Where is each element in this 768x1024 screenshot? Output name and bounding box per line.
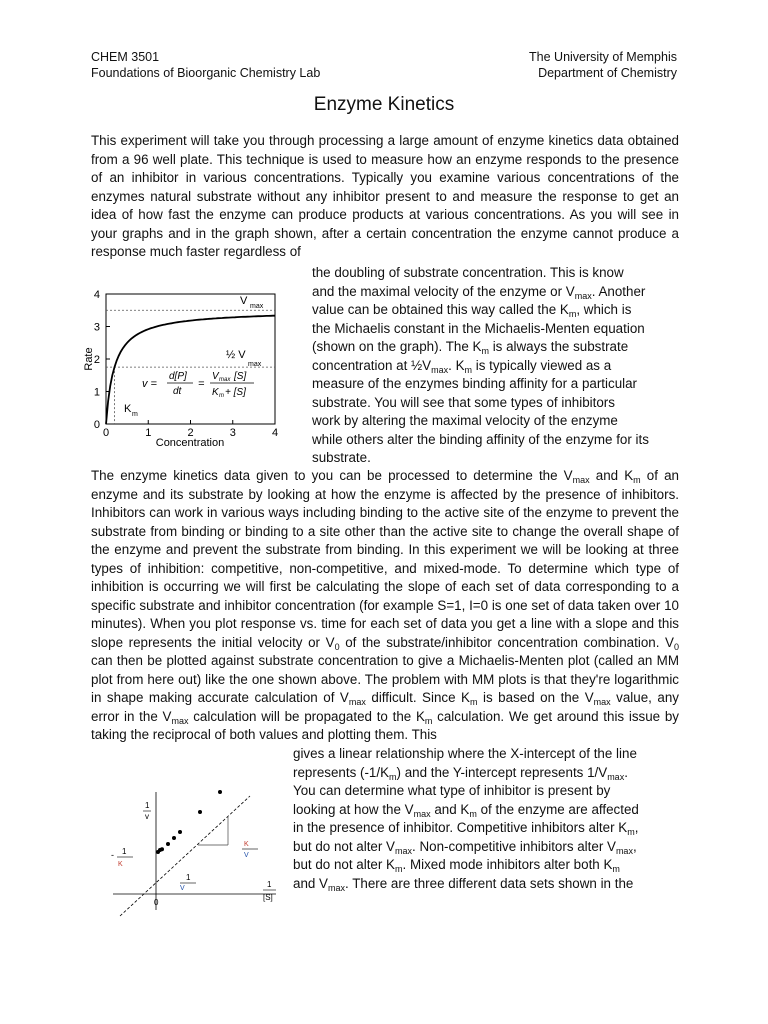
mm-y-tick-label: 1 (93, 386, 100, 399)
lb-slope-den: V (244, 852, 249, 859)
eq-den-k: K (212, 387, 219, 398)
mm-equation (142, 371, 254, 399)
mm-y-tick-label: 4 (93, 289, 100, 301)
pr-line: the doubling of substrate concentration. This is know (312, 265, 624, 280)
lineweaver-burk-chart (108, 790, 288, 920)
mm-x-tick-label: 1 (145, 427, 152, 439)
eq-equals: = (198, 378, 205, 390)
vmax-label-sub: max (250, 303, 264, 310)
half-vmax-label: ½ V (226, 349, 246, 361)
pb-line: looking at how the $V_{max}$ and $K_m$ of the enzyme are affected (293, 801, 639, 819)
vmax-label: V (240, 295, 248, 307)
lb-fit-line (120, 796, 250, 916)
lb-points (156, 790, 242, 854)
lb-yi-den: V (180, 885, 185, 892)
mm-x-tick-label: 2 (187, 427, 194, 439)
pr-line: value can be obtained this way called the $K_m$, which is (312, 302, 632, 319)
lb-slope-num: K (244, 841, 249, 848)
eq-num-max: max (219, 377, 231, 383)
pb-line: but do not alter $K_m$. Mixed mode inhibitors alter both $K_m$ (293, 857, 620, 874)
mm-chart-svg (78, 284, 298, 454)
lb-xi-den: K (118, 861, 123, 868)
pb-line: gives a linear relationship where the X-intercept of the line (293, 746, 637, 761)
eq-lhs: v = (142, 378, 157, 390)
lb-x-num: 1 (267, 880, 272, 889)
mm-plot-frame (106, 294, 275, 424)
mm-x-tick-label: 3 (229, 427, 236, 439)
lb-xi-num: 1 (122, 847, 127, 856)
lb-data-point (160, 847, 164, 851)
lb-data-point (198, 810, 202, 814)
lb-data-point (172, 836, 176, 840)
lb-x-den: [S] (263, 893, 273, 902)
pr-line: measure of the enzymes binding affinity for a particular (312, 376, 638, 391)
lb-data-point (218, 790, 222, 794)
lb-y-den: v (145, 812, 149, 821)
half-vmax-label-sub: max (248, 361, 262, 368)
mm-y-tick-label: 2 (93, 354, 100, 366)
pr-line: (shown on the graph). The $K_m$ is always the substrate (312, 339, 629, 356)
mm-xlabel: Concentration (155, 437, 225, 449)
lb-origin: 0 (154, 898, 159, 907)
lb-data-point (178, 830, 182, 834)
eq-num-s: [S] (234, 371, 247, 382)
michaelis-menten-chart (78, 284, 298, 454)
lb-y-num: 1 (145, 801, 150, 810)
km-label: K (124, 403, 132, 415)
eq-dnum: d[P] (169, 371, 187, 382)
pb-line: and $V_{max}$. There are three different data sets shown in the (293, 875, 634, 893)
km-label-sub: m (132, 411, 138, 418)
lab-name: Foundations of Bioorganic Chemistry Lab (91, 66, 321, 80)
pb-line: in the presence of inhibitor. Competitive inhibitors alter $K_m$, (293, 820, 639, 837)
pb-line: but do not alter $V_{max}$. Non-competitive inhibitors alter $V_{max}$, (293, 838, 637, 856)
paragraph-inhibitors: The enzyme kinetics data given to you can be processed to determine the $V_{max}$ and $K_m$ of an enzyme and its substrate by looking at how the enzyme is affected by the presence of inhibitors. Inhibitors can work in various ways including binding to the active site of the enzyme to prevent the substrate from binding or binding to a site other than the active site to change the overall shape of the enzyme and prevent the substrate from binding. In this experiment we will be looking at three types of inhibition: competitive, non-competitive, and mixed-mode. To determine which type of inhibition is occurring we will first be calculating the slope of each set of data corresponding to a specific substrate and inhibitor concentration (for example S=1, I=0 is one set of data taken over 10 minutes). When you plot response vs. time for each set of data you get a line with a slope and this slope represents the initial velocity or $V_0$ of the substrate/inhibitor concentration combination. $V_0$ can then be plotted against substrate concentration to give a Michaelis-Menten plot (called an MM plot from here out) like the one shown above. The problem with MM plots is that they're logarithmic in shape making accurate calculation of $V_{max}$ difficult. Since $K_m$ is based on the $V_{max}$ value, any error in the $V_{max}$ calculation will be propagated to the $K_m$ calculation. We get around this issue by taking the reciprocal of both values and plotting them. This (91, 468, 679, 742)
mm-x-tick-label: 4 (271, 427, 279, 439)
department-name: Department of Chemistry (538, 66, 677, 80)
pr-line: the Michaelis constant in the Michaelis-Menten equation (312, 320, 645, 336)
lb-chart-svg (108, 790, 288, 920)
pb-line: You can determine what type of inhibitor is present by (293, 783, 611, 798)
pr-line: and the maximal velocity of the enzyme or $V_{max}$. Another (312, 283, 646, 301)
pr-line: work by altering the maximal velocity of the enzyme (312, 413, 618, 428)
mm-y-tick-label: 0 (93, 419, 100, 431)
eq-den-m: m (219, 393, 224, 399)
paragraph-bottom (293, 745, 679, 893)
mm-x-tick-label: 0 (102, 427, 110, 439)
header-left (91, 49, 320, 81)
eq-den-s: + [S] (225, 387, 246, 398)
mm-ylabel: Rate (83, 347, 95, 371)
pb-line: represents $(-1/K_m)$ and the Y-intercept represents $1/V_{max}$. (293, 764, 628, 782)
eq-num-v: V (212, 371, 219, 382)
lb-data-point (166, 842, 170, 846)
university-name: The University of Memphis (529, 50, 677, 64)
paragraph-intro: This experiment will take you through processing a large amount of enzyme kinetics data obtained from a 96 well plate. This technique is used to measure how an enzyme responds to the presence of an inhibitor in various concentrations. Typically you examine various concentrations of the enzymes natural substrate without any inhibitor present to and measure the response to get an idea of how fast the enzyme can produce products at various concentrations. As you will see in your graphs and in the graph shown, after a certain concentration the enzyme cannot produce a response much faster regardless of (91, 133, 679, 259)
pr-line: substrate. You will see that some types of inhibitors (312, 394, 615, 410)
course-code: CHEM 3501 (91, 50, 160, 64)
paragraph-right-of-figure (312, 264, 679, 468)
lb-yi-num: 1 (186, 873, 191, 882)
pr-line: while others alter the binding affinity of the enzyme for its (312, 431, 649, 447)
mm-curve-series (106, 316, 275, 424)
pr-line: substrate. (312, 450, 371, 465)
eq-dden: dt (173, 386, 182, 397)
lb-xi-minus: - (111, 850, 114, 860)
header-right (529, 49, 677, 81)
mm-y-tick-label: 3 (93, 321, 100, 334)
page-title: Enzyme Kinetics (313, 94, 455, 115)
pr-line: concentration at $\frac{1}{2}V_{max}$. $K_m$ is typically viewed as a (312, 357, 612, 375)
